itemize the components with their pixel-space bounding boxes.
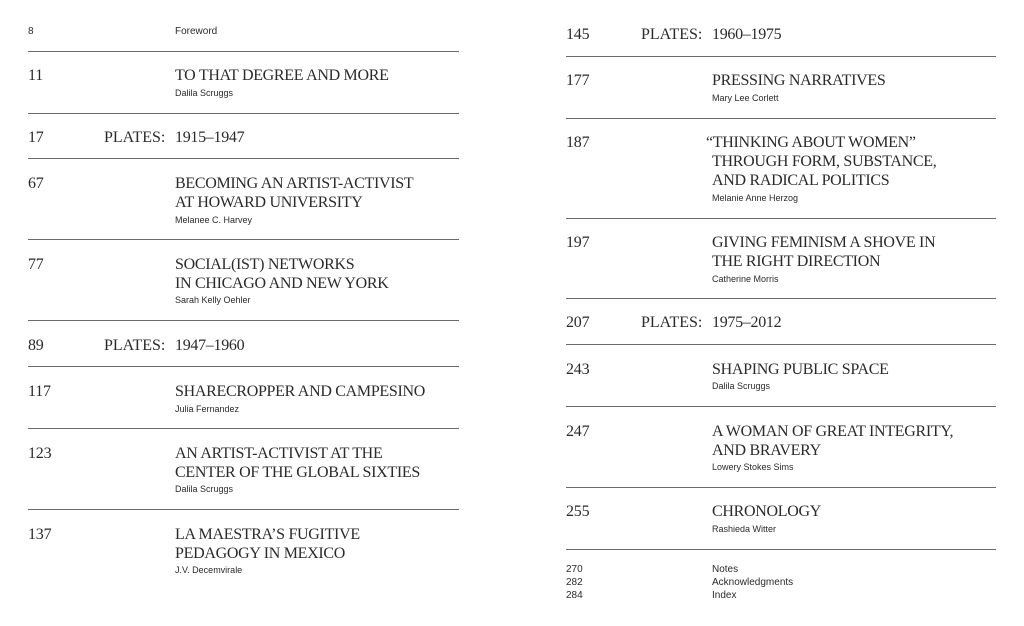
entry-title-line: A WOMAN OF GREAT INTEGRITY, [712, 423, 954, 440]
right-page [512, 0, 1024, 626]
entry-title[interactable] [712, 422, 953, 460]
divider [566, 487, 996, 488]
back-matter-page-number: 282 [566, 577, 583, 588]
plates-range[interactable]: 1960–1975 [712, 26, 782, 43]
entry-title-line: AND BRAVERY [712, 442, 821, 459]
entry-title-line: IN CHICAGO AND NEW YORK [175, 275, 389, 292]
entry-author: Melanee C. Harvey [175, 215, 253, 225]
divider [28, 428, 459, 429]
entry-title-line: AND RADICAL POLITICS [712, 172, 890, 189]
entry-title[interactable] [706, 133, 936, 190]
entry-author: Dalila Scruggs [712, 381, 771, 391]
entry-title[interactable] [712, 71, 885, 90]
entry-author: Julia Fernandez [175, 404, 240, 414]
entry-author: Rashieda Witter [712, 524, 777, 534]
entry-title-line: BECOMING AN ARTIST-ACTIVIST [175, 175, 414, 192]
entry-author: Melanie Anne Herzog [712, 193, 799, 203]
plates-page-number: 89 [28, 337, 44, 354]
entry-title-line: CHRONOLOGY [712, 503, 822, 520]
divider [28, 509, 459, 510]
entry-title[interactable] [175, 255, 389, 293]
entry-author: Lowery Stokes Sims [712, 462, 794, 472]
entry-title-line: GIVING FEMINISM A SHOVE IN [712, 234, 936, 251]
plates-label: PLATES: [104, 129, 166, 146]
entry-page-number: 117 [28, 383, 51, 400]
divider [28, 366, 459, 367]
entry-page-number: 177 [566, 72, 590, 89]
back-matter-title-notes[interactable]: Notes [712, 564, 739, 575]
entry-page-number: 123 [28, 445, 52, 462]
divider [28, 113, 459, 114]
entry-page-number: 77 [28, 256, 44, 273]
entry-title[interactable] [175, 174, 413, 212]
plates-page-number: 207 [566, 314, 590, 331]
entry-author: Catherine Morris [712, 274, 779, 284]
divider [28, 320, 459, 321]
entry-title-line: CENTER OF THE GLOBAL SIXTIES [175, 464, 420, 481]
entry-title-line: AT HOWARD UNIVERSITY [175, 194, 363, 211]
entry-title-line: PEDAGOGY IN MEXICO [175, 545, 345, 562]
entry-title-line: THE RIGHT DIRECTION [712, 253, 881, 270]
entry-page-number: 255 [566, 503, 590, 520]
divider [28, 158, 459, 159]
entry-page-number: 197 [566, 234, 590, 251]
entry-title-line: TO THAT DEGREE AND MORE [175, 67, 389, 84]
back-matter-title-index[interactable]: Index [712, 590, 737, 601]
back-matter-page-number: 270 [566, 564, 583, 575]
entry-title-line: THROUGH FORM, SUBSTANCE, [712, 153, 937, 170]
entry-title[interactable] [175, 66, 389, 85]
entry-title[interactable] [175, 444, 420, 482]
entry-title[interactable] [175, 525, 360, 563]
divider [566, 298, 996, 299]
divider [566, 218, 996, 219]
entry-title[interactable] [712, 233, 935, 271]
entry-author: Dalila Scruggs [175, 484, 234, 494]
plates-range[interactable]: 1947–1960 [175, 337, 245, 354]
entry-page-number: 11 [28, 67, 44, 84]
entry-title-line: PRESSING NARRATIVES [712, 72, 886, 89]
divider [28, 51, 459, 52]
entry-author: Dalila Scruggs [175, 88, 234, 98]
plates-page-number: 145 [566, 26, 590, 43]
foreword-title[interactable]: Foreword [175, 26, 218, 37]
entry-author: Sarah Kelly Oehler [175, 295, 251, 305]
entry-title[interactable] [175, 382, 425, 401]
entry-author: Mary Lee Corlett [712, 93, 779, 103]
plates-label: PLATES: [641, 314, 703, 331]
divider [566, 56, 996, 57]
entry-title-line: SOCIAL(IST) NETWORKS [175, 256, 355, 273]
divider [566, 406, 996, 407]
entry-page-number: 243 [566, 361, 590, 378]
entry-page-number: 247 [566, 423, 590, 440]
entry-page-number: 187 [566, 134, 590, 151]
entry-title[interactable] [712, 502, 821, 521]
entry-title-line: SHARECROPPER AND CAMPESINO [175, 383, 426, 400]
entry-title-line: SHAPING PUBLIC SPACE [712, 361, 889, 378]
entry-author: J.V. Decemvirale [175, 565, 243, 575]
entry-title-line: AN ARTIST-ACTIVIST AT THE [175, 445, 383, 462]
plates-label: PLATES: [641, 26, 703, 43]
back-matter-page-number: 284 [566, 590, 583, 601]
entry-title-line: “THINKING ABOUT WOMEN” [706, 134, 916, 151]
plates-range[interactable]: 1915–1947 [175, 129, 245, 146]
back-matter-title-acknowledgments[interactable]: Acknowledgments [712, 577, 794, 588]
entry-title-line: LA MAESTRA’S FUGITIVE [175, 526, 360, 543]
divider [566, 549, 996, 550]
plates-range[interactable]: 1975–2012 [712, 314, 782, 331]
plates-page-number: 17 [28, 129, 44, 146]
divider [566, 344, 996, 345]
entry-title[interactable] [712, 360, 889, 379]
divider [28, 239, 459, 240]
entry-page-number: 67 [28, 175, 44, 192]
foreword-page-number: 8 [28, 26, 34, 37]
entry-page-number: 137 [28, 526, 52, 543]
plates-label: PLATES: [104, 337, 166, 354]
divider [566, 118, 996, 119]
